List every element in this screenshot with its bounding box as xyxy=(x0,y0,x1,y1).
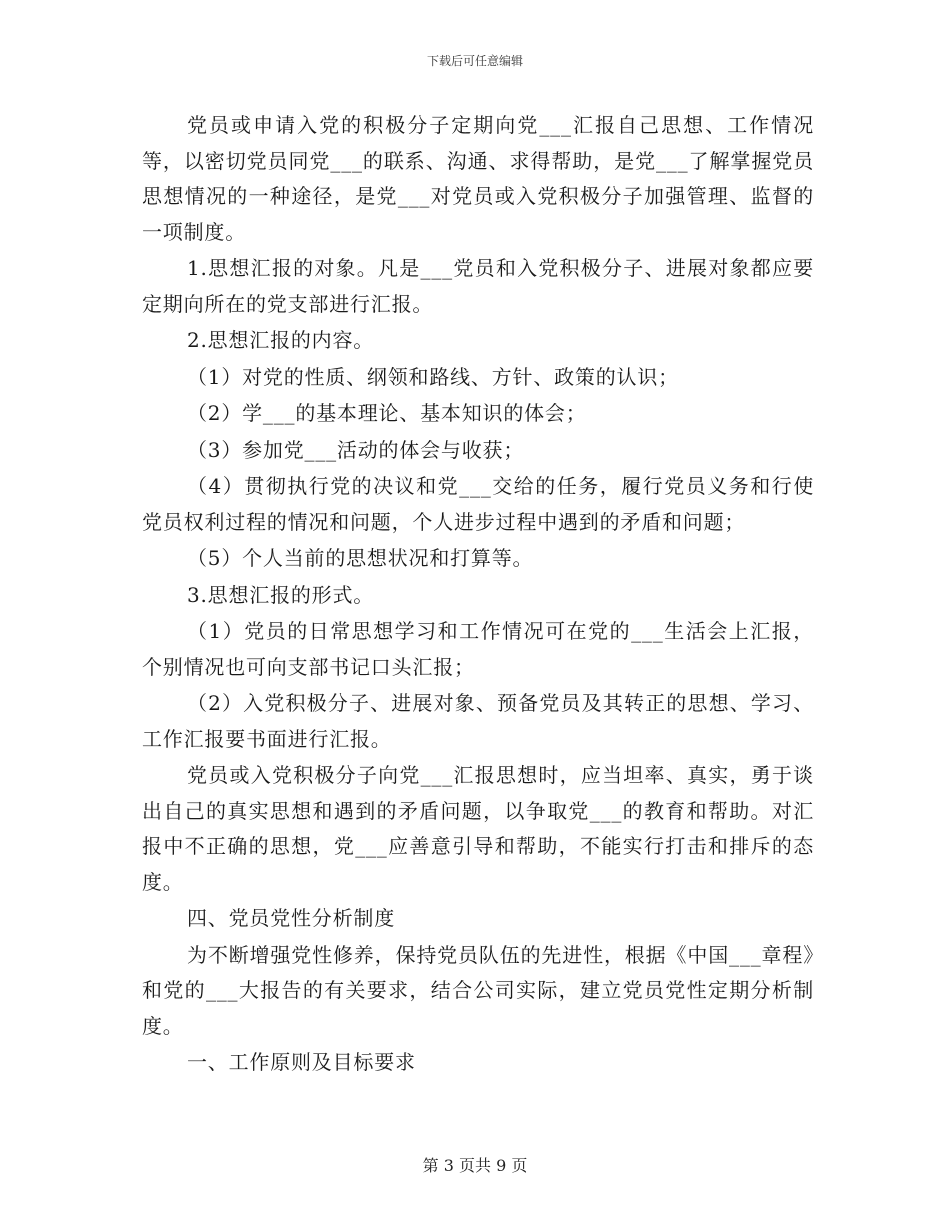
paragraph-report-content-heading: 2.思想汇报的内容。 xyxy=(187,328,375,352)
paragraph-form-item-2: （2）入党积极分子、进展对象、预备党员及其转正的思想、学习、工作汇报要书面进行汇报。 xyxy=(142,691,814,751)
paragraph-form-item-1: （1）党员的日常思想学习和工作情况可在党的___生活会上汇报，个别情况也可向支部书记口头汇报； xyxy=(142,619,814,679)
paragraph-report-form-heading: 3.思想汇报的形式。 xyxy=(187,582,375,607)
paragraph-content-item-4: （4）贯彻执行党的决议和党___交给的任务，履行党员义务和行使党员权利过程的情况和问题，个人进步过程中遇到的矛盾和问题； xyxy=(142,474,814,534)
paragraph-intro: 党员或申请入党的积极分子定期向党___汇报自己思想、工作情况等，以密切党员同党___的联系、沟通、求得帮助，是党___了解掌握党员思想情况的一种途径，是党___对党员或入党积极分子加强管理、监督的一项制度。 xyxy=(142,113,814,244)
paragraph-report-target: 1.思想汇报的对象。凡是___党员和入党积极分子、进展对象都应要定期向所在的党支部进行汇报。 xyxy=(142,256,814,316)
page-footer: 第 3 页共 9 页 xyxy=(422,1156,528,1175)
paragraph-content-item-2: （2）学___的基本理论、基本知识的体会； xyxy=(187,401,587,425)
paragraph-content-item-1: （1）对党的性质、纲领和路线、方针、政策的认识； xyxy=(187,364,679,389)
paragraph-content-item-3: （3）参加党___活动的体会与收获； xyxy=(187,437,525,462)
paragraph-analysis-intro: 为不断增强党性修养，保持党员队伍的先进性，根据《中国___章程》和党的___大报告的有关要求，结合公司实际，建立党员党性定期分析制度。 xyxy=(142,942,814,1038)
paragraph-report-attitude: 党员或入党积极分子向党___汇报思想时，应当坦率、真实，勇于谈出自己的真实思想和遇到的矛盾问题，以争取党___的教育和帮助。对汇报中不正确的思想，党___应善意引导和帮助，不能实行打击和排斥的态度。 xyxy=(142,763,814,894)
document-body xyxy=(142,108,814,1082)
section-heading-party-analysis: 四、党员党性分析制度 xyxy=(187,906,395,930)
paragraph-content-item-5: （5）个人当前的思想状况和打算等。 xyxy=(187,546,534,570)
page-header: 下载后可任意编辑 xyxy=(426,54,523,68)
section-heading-principles: 一、工作原则及目标要求 xyxy=(187,1050,416,1074)
